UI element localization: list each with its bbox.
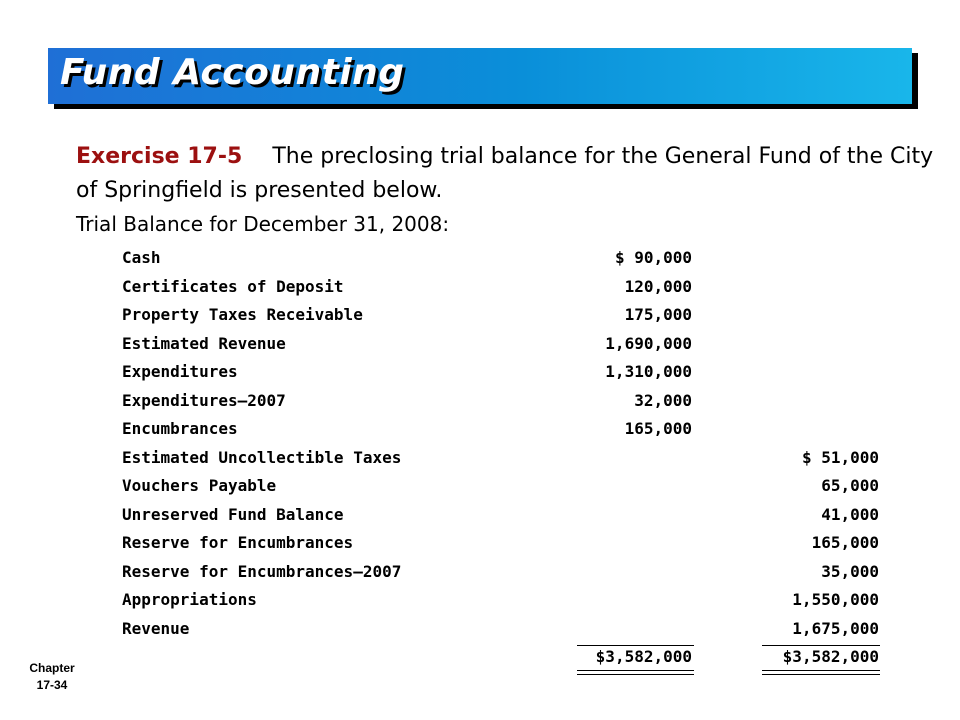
credit-amount: 65,000 xyxy=(821,476,879,495)
debit-amount: 120,000 xyxy=(624,276,692,296)
account-name: Certificates of Deposit xyxy=(122,276,344,296)
table-row xyxy=(122,529,882,557)
table-row xyxy=(122,472,882,500)
account-name: Vouchers Payable xyxy=(122,476,277,495)
account-name: Estimated Revenue xyxy=(122,333,286,353)
slide-title: Fund Accounting xyxy=(60,52,405,93)
account-name: Reserve for Encumbrances xyxy=(122,533,354,552)
exercise-intro xyxy=(76,140,936,208)
exercise-text: The preclosing trial balance for the General Fund of the City of Springfield is presented below. xyxy=(76,144,934,203)
table-row xyxy=(122,244,882,272)
table-row xyxy=(122,615,882,643)
table-row xyxy=(122,330,882,358)
credit-total: $3,582,000 xyxy=(782,647,879,666)
page-number: 17-34 xyxy=(36,678,68,692)
table-row xyxy=(122,501,882,529)
credit-amount: 1,675,000 xyxy=(792,618,879,638)
debit-amount: 165,000 xyxy=(624,419,692,438)
table-row xyxy=(122,558,882,586)
table-row xyxy=(122,273,882,301)
table-row xyxy=(122,415,882,443)
credit-amount: 41,000 xyxy=(821,504,879,524)
table-row xyxy=(122,358,882,386)
chapter-label: Chapter xyxy=(29,661,75,675)
debit-amount: 175,000 xyxy=(624,305,692,324)
totals-row xyxy=(122,643,882,671)
account-name: Expenditures—2007 xyxy=(122,390,286,410)
credit-amount: $ 51,000 xyxy=(801,447,879,467)
account-name: Estimated Uncollectible Taxes xyxy=(122,447,402,467)
debit-double-underline xyxy=(577,670,694,675)
account-name: Appropriations xyxy=(122,590,257,609)
debit-amount: 1,690,000 xyxy=(605,333,692,353)
chapter-footer xyxy=(22,660,82,694)
credit-double-underline xyxy=(762,670,880,675)
trial-balance-subtitle: Trial Balance for December 31, 2008: xyxy=(76,212,450,236)
exercise-label: Exercise 17-5 xyxy=(76,144,243,169)
credit-amount: 35,000 xyxy=(821,561,879,581)
account-name: Revenue xyxy=(122,618,190,638)
table-row xyxy=(122,586,882,614)
debit-amount: 1,310,000 xyxy=(605,362,692,381)
debit-amount: $ 90,000 xyxy=(614,248,692,267)
credit-amount: 165,000 xyxy=(811,533,879,552)
debit-total: $3,582,000 xyxy=(595,647,692,666)
account-name: Unreserved Fund Balance xyxy=(122,504,344,524)
credit-amount: 1,550,000 xyxy=(792,590,879,609)
table-row xyxy=(122,387,882,415)
account-name: Encumbrances xyxy=(122,419,238,438)
table-row xyxy=(122,444,882,472)
account-name: Cash xyxy=(122,248,161,267)
account-name: Reserve for Encumbrances—2007 xyxy=(122,561,402,581)
debit-amount: 32,000 xyxy=(634,390,692,410)
account-name: Property Taxes Receivable xyxy=(122,305,363,324)
account-name: Expenditures xyxy=(122,362,238,381)
table-row xyxy=(122,301,882,329)
